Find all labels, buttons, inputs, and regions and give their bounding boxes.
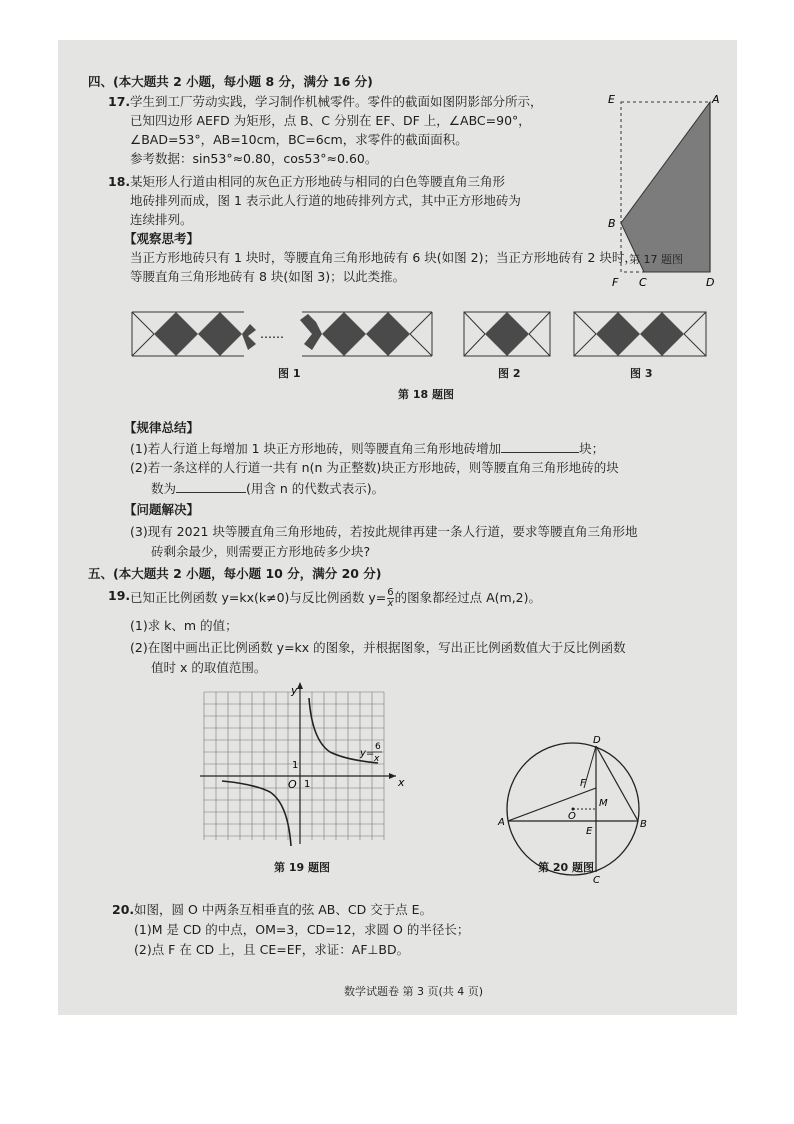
q20-label-C: C: [593, 875, 600, 886]
q19-number: 19.: [108, 588, 131, 603]
q17-text-line1: 学生到工厂劳动实践，学习制作机械零件。零件的截面如图阴影部分所示，: [130, 94, 543, 109]
q17-text-line2: 已知四边形 AEFD 为矩形，点 B、C 分别在 EF、DF 上，∠ABC=90°，: [130, 113, 531, 128]
q20-label-E: E: [586, 826, 593, 837]
q20-caption: 第 20 题图: [538, 861, 594, 874]
q19-caption: 第 19 题图: [274, 861, 330, 874]
q20-label-B: B: [640, 819, 647, 830]
q17-reference-data: 参考数据：sin53°≈0.80，cos53°≈0.60。: [130, 151, 378, 166]
q18-figure-2: [464, 312, 550, 356]
q19-label-O: O: [288, 778, 297, 791]
q18-figure-1-left: [132, 310, 262, 356]
q17-label-D: D: [706, 276, 715, 289]
q20-label-F: F: [580, 778, 586, 789]
q18-figure-1-right: [300, 312, 432, 356]
q20-part1: (1)M 是 CD 的中点，OM=3，CD=12，求圆 O 的半径长；: [134, 922, 470, 937]
q18-solve-title: 【问题解决】: [124, 502, 200, 517]
q18-rule2-line1: (2)若一条这样的人行道一共有 n(n 为正整数)块正方形地砖，则等腰直角三角形地砖的块: [130, 460, 619, 475]
q18-number: 18.: [108, 174, 131, 189]
section-4-header: 四、(本大题共 2 小题，每小题 8 分，满分 16 分): [88, 74, 373, 89]
q18-observe-title: 【观察思考】: [124, 231, 200, 246]
q19-curve-num: 6: [375, 742, 381, 752]
q19-part2-line1: (2)在图中画出正比例函数 y=kx 的图象，并根据图象，写出正比例函数值大于反比例函数: [130, 640, 626, 655]
q18-fig1-label: 图 1: [278, 367, 301, 380]
q19-curve-den: x: [374, 754, 380, 764]
exam-page: [58, 40, 737, 1015]
q19-text-line1: 已知正比例函数 y=kx(k≠0)与反比例函数 y= $\frac{6}{x}$ 的图象都经过点 A(m,2)。: [130, 587, 542, 609]
q18-solve-line1: (3)现有 2021 块等腰直角三角形地砖，若按此规律再建一条人行道，要求等腰直角三角形地: [130, 524, 638, 539]
q20-label-O: O: [568, 811, 576, 822]
q19-part2-line2: 值时 x 的取值范围。: [151, 660, 267, 675]
page-footer: 数学试题卷 第 3 页(共 4 页): [344, 985, 484, 998]
section-5-header: 五、(本大题共 2 小题，每小题 10 分，满分 20 分): [88, 566, 382, 581]
q20-label-A: A: [498, 817, 505, 828]
q18-text-line2: 地砖排列而成，图 1 表示此人行道的地砖排列方式，其中正方形地砖为: [130, 193, 521, 208]
q19-label-one-x: 1: [304, 779, 311, 790]
q18-fig2-label: 图 2: [498, 367, 521, 380]
q19-label-y: y: [291, 684, 298, 697]
q19-label-x: x: [398, 776, 405, 789]
q17-label-B: B: [608, 217, 616, 230]
q18-fig3-label: 图 3: [630, 367, 653, 380]
q20-part2: (2)点 F 在 CD 上，且 CE=EF，求证：AF⊥BD。: [134, 942, 410, 957]
q18-text-line3: 连续排列。: [130, 212, 193, 227]
q18-rule1-blank: [501, 440, 579, 453]
q17-caption: 第 17 题图: [629, 253, 683, 266]
q18-rule1: (1)若人行道上每增加 1 块正方形地砖，则等腰直角三角形地砖增加 块；: [130, 441, 605, 456]
q17-label-E: E: [608, 93, 615, 106]
q17-number: 17.: [108, 94, 131, 109]
q20-number: 20.: [112, 902, 135, 917]
q18-text-line1: 某矩形人行道由相同的灰色正方形地砖与相同的白色等腰直角三角形: [130, 174, 506, 189]
q18-figure-3: [574, 312, 706, 356]
q18-rule2-line2: 数为 (用含 n 的代数式表示)。: [151, 481, 385, 496]
q17-label-A: A: [712, 93, 720, 106]
q18-ellipsis: ……: [260, 327, 284, 341]
q18-solve-line2: 砖剩余最少，则需要正方形地砖多少块?: [151, 544, 371, 559]
q18-observe-line2: 等腰直角三角形地砖有 8 块(如图 3)；以此类推。: [130, 269, 406, 284]
q17-label-F: F: [612, 276, 619, 289]
q19-fraction: $\frac{6}{x}$: [387, 587, 394, 609]
q20-label-D: D: [593, 735, 601, 746]
q17-text-line3: ∠BAD=53°，AB=10cm，BC=6cm，求零件的截面面积。: [130, 132, 468, 147]
q20-text-line1: 如图，圆 O 中两条互相垂直的弦 AB、CD 交于点 E。: [134, 902, 433, 917]
q19-graph: [196, 680, 412, 852]
q19-part1: (1)求 k、m 的值；: [130, 618, 238, 633]
q18-rule-title: 【规律总结】: [124, 420, 200, 435]
q19-label-one-y: 1: [292, 760, 299, 771]
q19-curve-label: y=: [360, 748, 375, 759]
q18-observe-line1: 当正方形地砖只有 1 块时，等腰直角三角形地砖有 6 块(如图 2)；当正方形地砖有 2 块时，: [130, 250, 637, 265]
q18-rule2-blank: [176, 480, 246, 493]
q20-label-M: M: [599, 798, 608, 809]
q17-label-C: C: [639, 276, 647, 289]
q18-caption: 第 18 题图: [398, 388, 454, 401]
